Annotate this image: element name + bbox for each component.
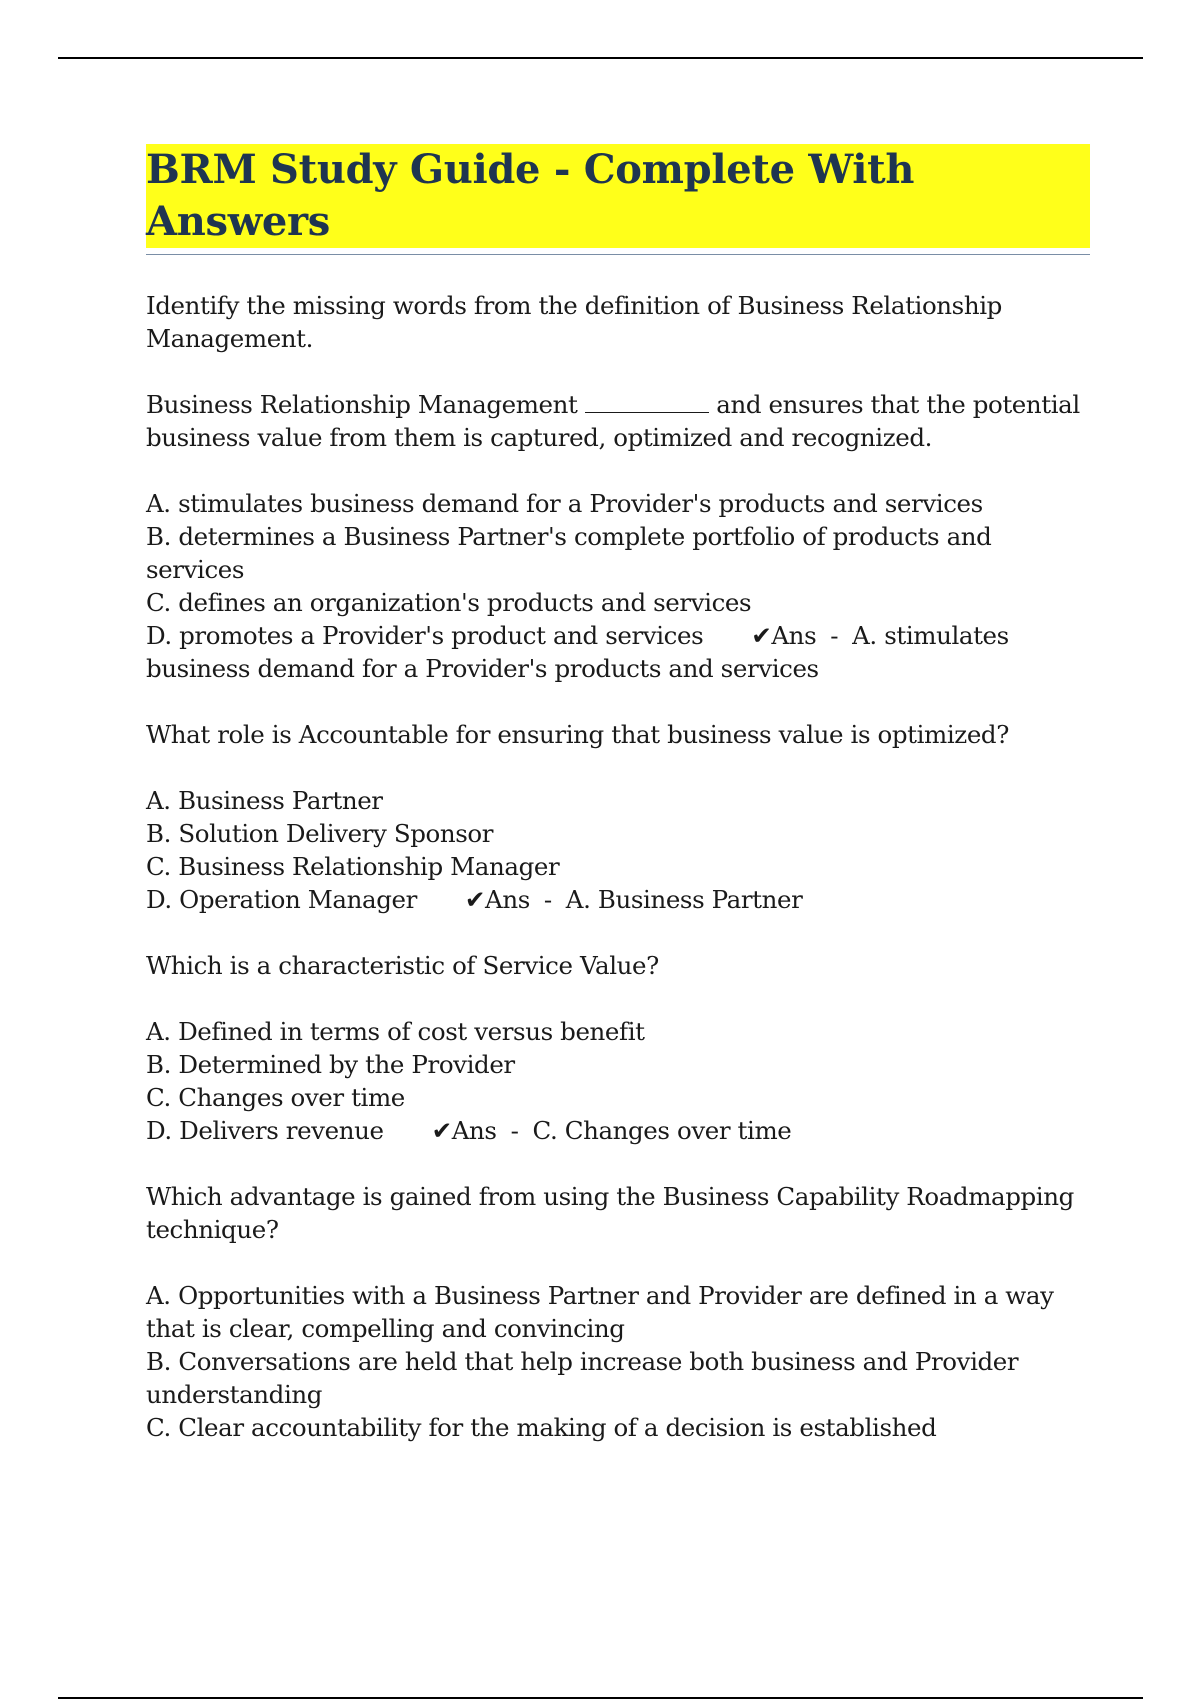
option-d-with-answer xyxy=(146,619,1090,685)
document-title: BRM Study Guide - Complete With Answers xyxy=(146,144,1090,248)
option-b: B. determines a Business Partner's complete portfolio of products and services xyxy=(146,522,992,584)
option-a: A. Defined in terms of cost versus benefit xyxy=(146,1017,645,1046)
document-page xyxy=(146,144,1090,1444)
question-3-prompt: Which is a characteristic of Service Value? xyxy=(146,951,659,980)
answer-separator: - xyxy=(830,621,839,650)
answer-text: C. Changes over time xyxy=(532,1116,792,1145)
answer-mark: ✔Ans xyxy=(431,1116,497,1145)
question-2-options xyxy=(146,784,1090,916)
option-c: C. defines an organization's products and services xyxy=(146,588,752,617)
option-d: D. promotes a Provider's product and services xyxy=(146,621,704,650)
question-4-prompt: Which advantage is gained from using the Business Capability Roadmapping technique? xyxy=(146,1182,1074,1244)
option-c: C. Business Relationship Manager xyxy=(146,852,560,881)
question-1-options xyxy=(146,487,1090,685)
option-d: D. Delivers revenue xyxy=(146,1116,384,1145)
answer-text: A. stimulates business demand for a Provider's products and services xyxy=(146,621,1009,683)
question-1-stem-after: and ensures that the potential business value from them is captured, optimized and recognized. xyxy=(146,390,1080,452)
option-c: C. Changes over time xyxy=(146,1083,405,1112)
option-b: B. Conversations are held that help increase both business and Provider understanding xyxy=(146,1347,1019,1409)
option-d-with-answer xyxy=(146,1114,1090,1147)
option-a: A. stimulates business demand for a Provider's products and services xyxy=(146,489,983,518)
question-1-stem xyxy=(146,388,1090,454)
option-d-with-answer xyxy=(146,883,1090,916)
header-rule xyxy=(58,57,1143,59)
option-b: B. Determined by the Provider xyxy=(146,1050,515,1079)
title-block xyxy=(146,144,1090,255)
option-d: D. Operation Manager xyxy=(146,885,417,914)
answer-mark: ✔Ans xyxy=(464,885,530,914)
question-3-options xyxy=(146,1015,1090,1147)
footer-rule xyxy=(58,1697,1143,1699)
option-b: B. Solution Delivery Sponsor xyxy=(146,819,494,848)
option-a: A. Business Partner xyxy=(146,786,383,815)
option-c: C. Clear accountability for the making of a decision is established xyxy=(146,1413,937,1442)
answer-separator: - xyxy=(543,885,552,914)
answer-mark: ✔Ans xyxy=(751,621,817,650)
question-2-prompt: What role is Accountable for ensuring that business value is optimized? xyxy=(146,720,1009,749)
question-1-prompt: Identify the missing words from the definition of Business Relationship Management. xyxy=(146,291,1002,353)
option-a: A. Opportunities with a Business Partner and Provider are defined in a way that is clear, compelling and convincing xyxy=(146,1281,1054,1343)
question-1-stem-before: Business Relationship Management xyxy=(146,390,578,419)
answer-separator: - xyxy=(510,1116,519,1145)
question-4-options xyxy=(146,1279,1090,1444)
answer-text: A. Business Partner xyxy=(565,885,803,914)
fill-in-blank xyxy=(585,394,709,413)
